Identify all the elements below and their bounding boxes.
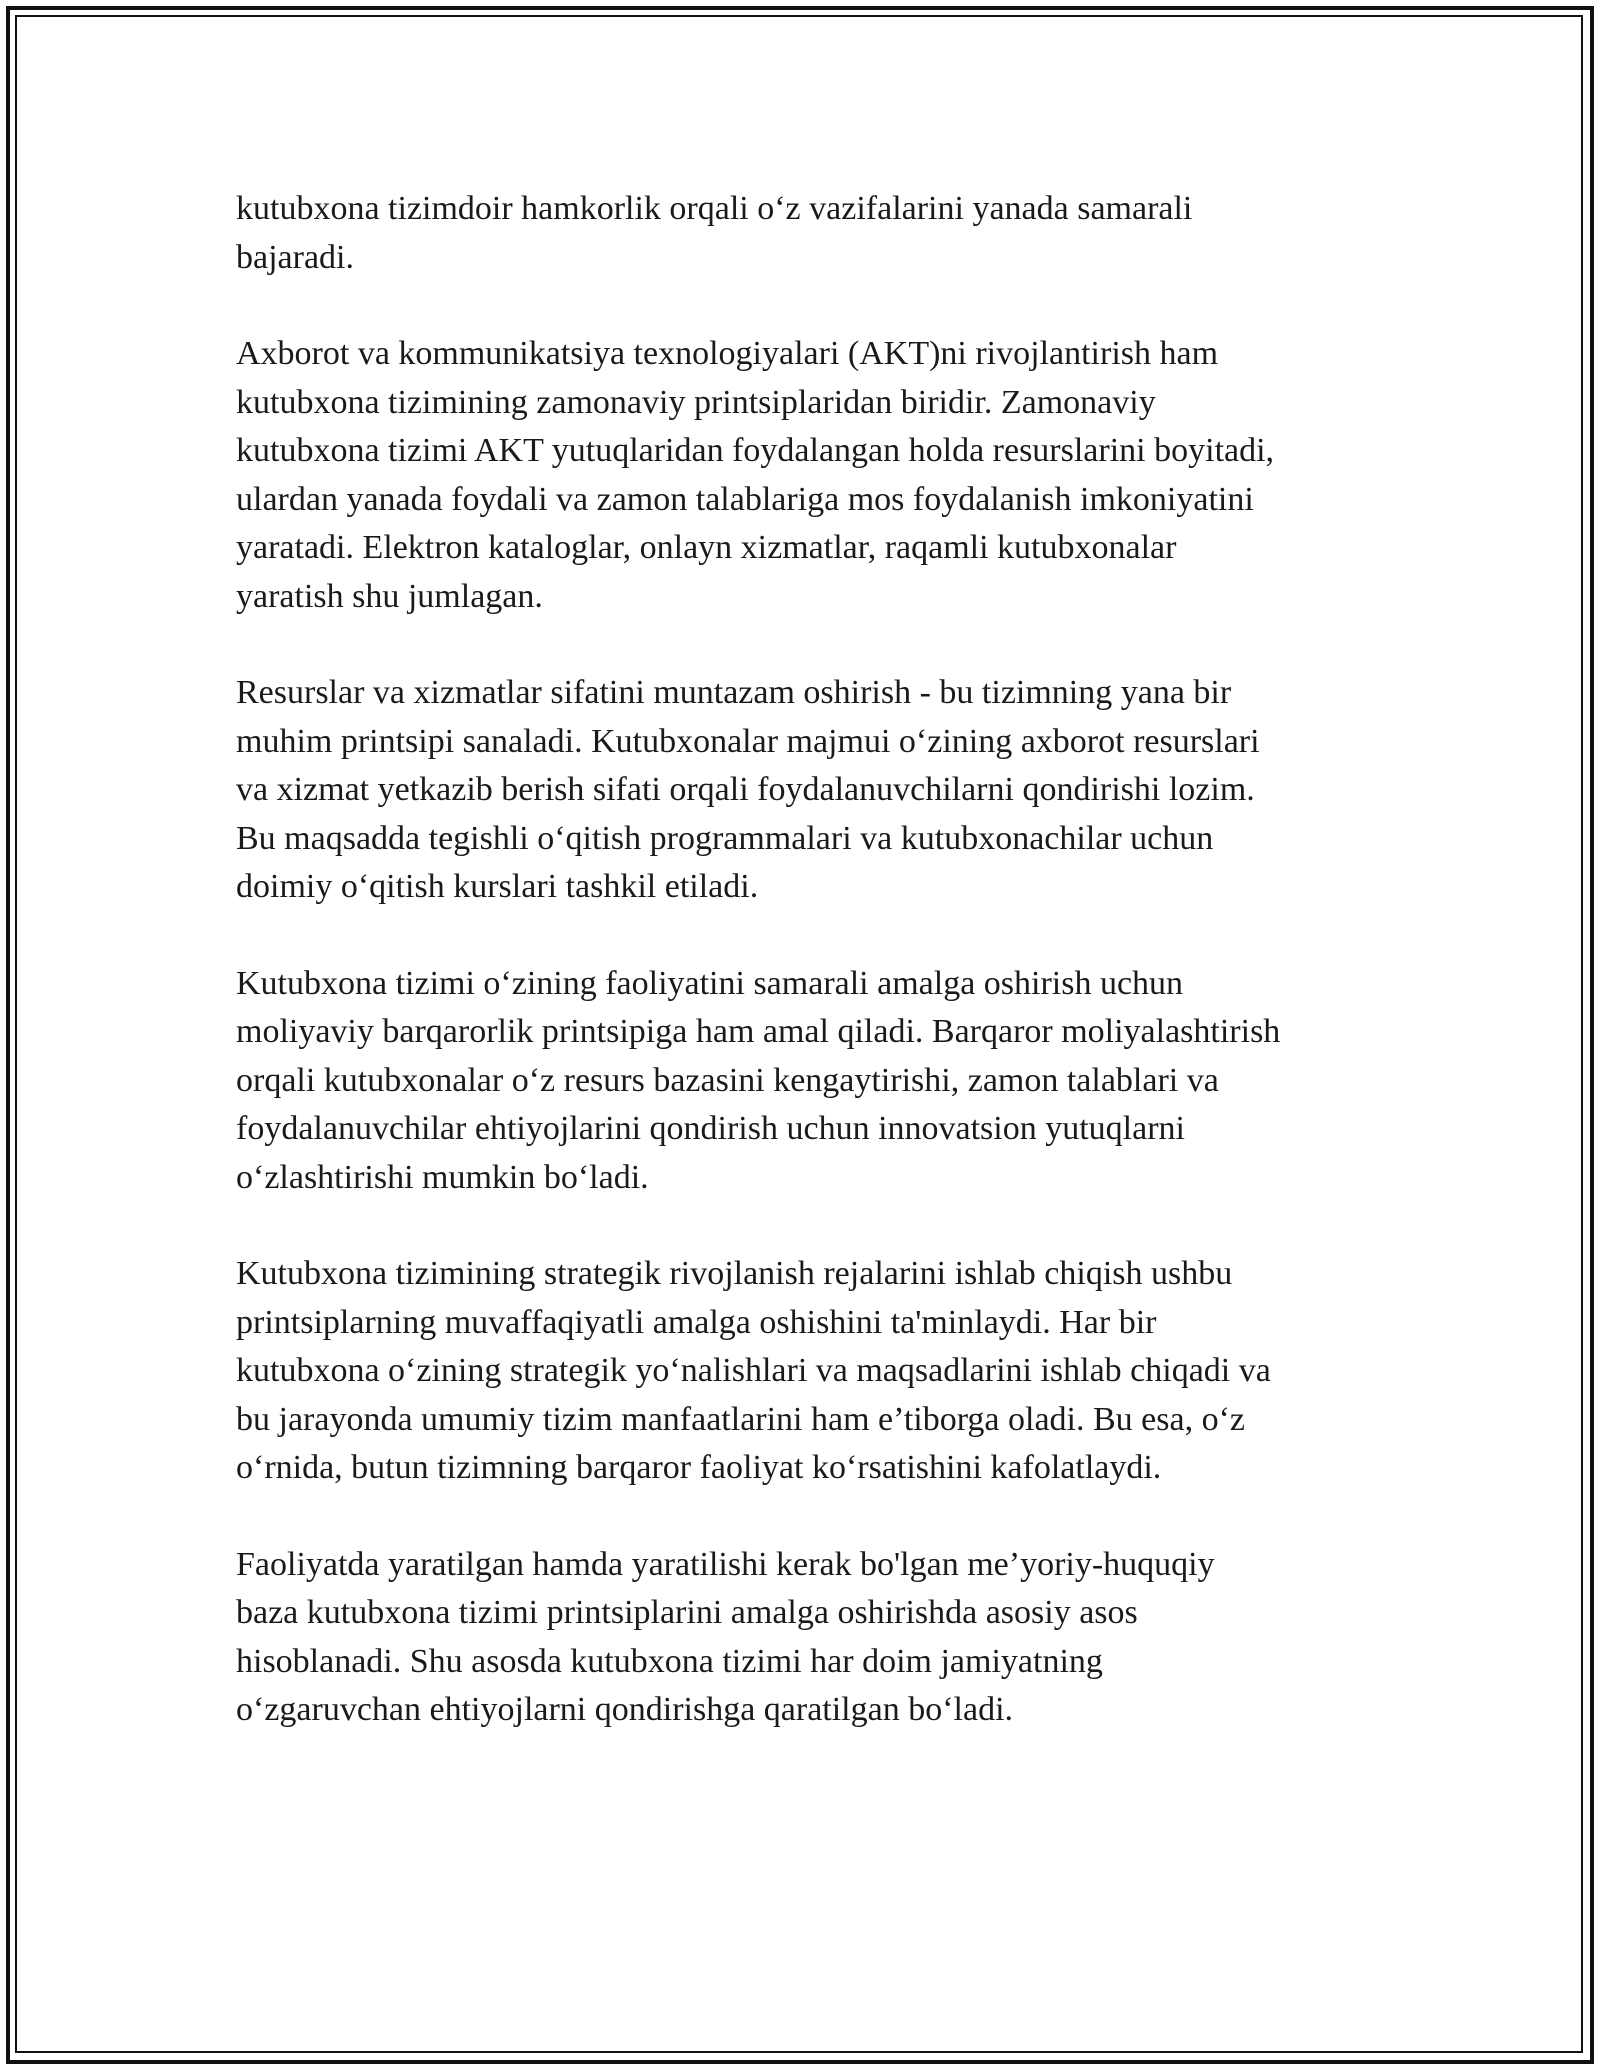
paragraph-1: kutubxona tizimdoir hamkorlik orqali o‘z vazifalarini yanada samarali bajaradi.: [236, 190, 1193, 276]
paragraph-3: Resurslar va xizmatlar sifatini muntazam oshirish - bu tizimning yana bir muhim printsipi sanaladi. Kutubxonalar majmui o‘zining axborot resurslari va xizmat yetkazib berish sifati orqali foydalanuvchilarni qondirishi lozim. Bu maqsadda tegishli o‘qitish programmalari va kutubxonachilar uchun doimiy o‘qitish kurslari tashkil etiladi.: [236, 674, 1260, 905]
paragraph-6: Faoliyatda yaratilgan hamda yaratilishi kerak bo'lgan me’yoriy-huquqiy baza kutubxona tizimi printsiplarini amalga oshirishda asosiy asos hisoblanadi. Shu asosda kutubxona tizimi har doim jamiyatning o‘zgaruvchan ehtiyojlarni qondirishga qaratilgan bo‘ladi.: [236, 1545, 1215, 1728]
paragraph-4: Kutubxona tizimi o‘zining faoliyatini samarali amalga oshirish uchun moliyaviy barqarorlik printsipiga ham amal qiladi. Barqaror moliyalashtirish orqali kutubxonalar o‘z resurs bazasini kengaytirishi, zamon talablari va foydalanuvchilar ehtiyojlarini qondirish uchun innovatsion yutuqlarni o‘zlashtirishi mumkin bo‘ladi.: [236, 964, 1281, 1196]
paragraph-2: Axborot va kommunikatsiya texnologiyalari (AKT)ni rivojlantirish ham kutubxona tizimining zamonaviy printsiplaridan biridir. Zamonaviy kutubxona tizimi AKT yutuqlaridan foydalangan holda resurslarini boyitadi, ulardan yanada foydali va zamon talablariga mos foydalanish imkoniyatini yaratadi. Elektron kataloglar, onlayn xizmatlar, raqamli kutubxonalar yaratish shu jumlagan.: [236, 335, 1275, 615]
paragraph-5: Kutubxona tizimining strategik rivojlanish rejalarini ishlab chiqish ushbu printsiplarning muvaffaqiyatli amalga oshishini ta'minlaydi. Har bir kutubxona o‘zining strategik yo‘nalishlari va maqsadlarini ishlab chiqadi va bu jarayonda umumiy tizim manfaatlarini ham e’tiborga oladi. Bu esa, o‘z o‘rnida, butun tizimning barqaror faoliyat ko‘rsatishini kafolatlaydi.: [236, 1255, 1271, 1486]
document-body: [236, 185, 1366, 1783]
